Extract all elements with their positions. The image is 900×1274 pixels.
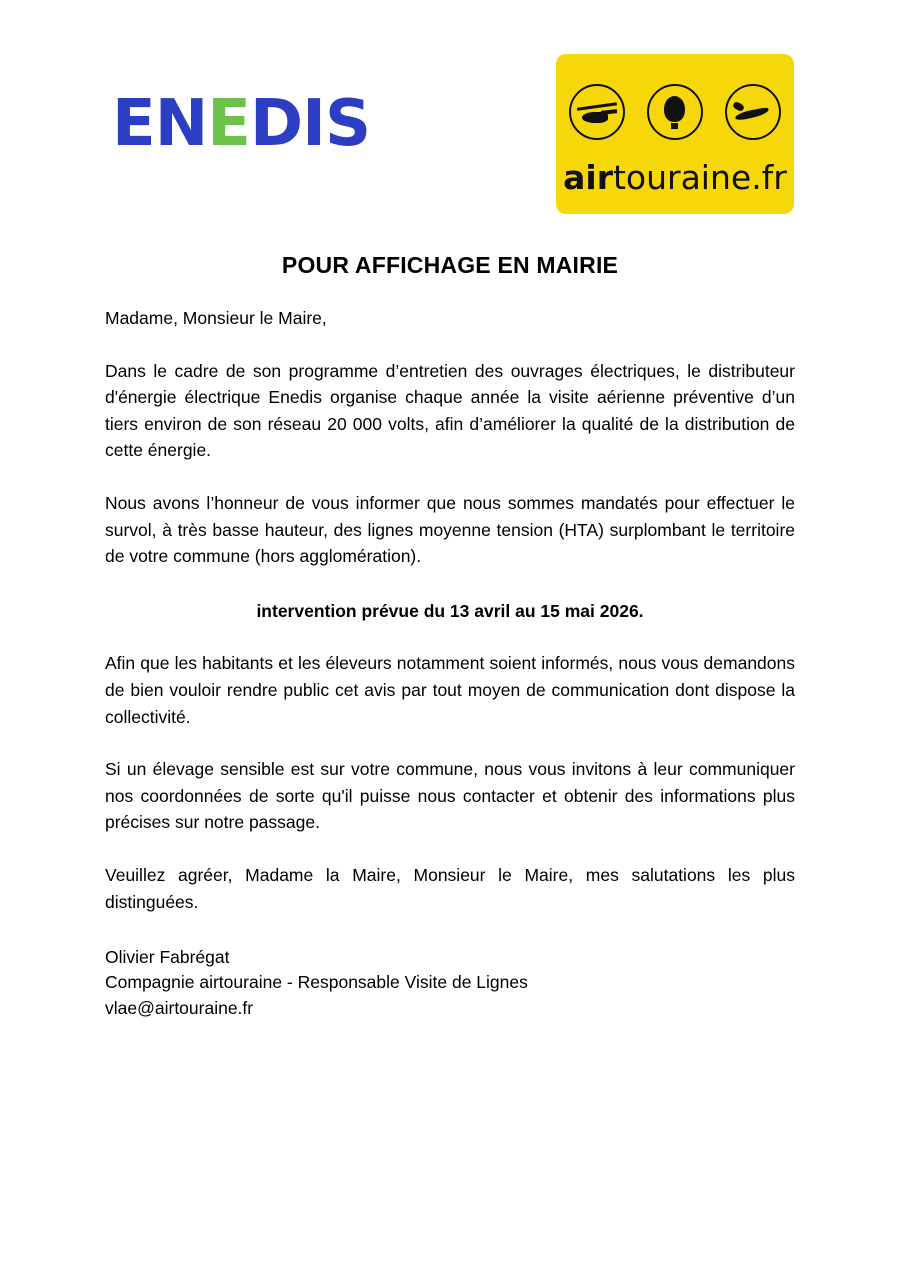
signature-role: Compagnie airtouraine - Responsable Visite de Lignes — [105, 972, 528, 993]
airtouraine-logo — [556, 54, 794, 214]
airtouraine-icon-row — [556, 84, 794, 140]
airtouraine-wordmark — [556, 158, 794, 197]
signature-name: Olivier Fabrégat — [105, 947, 230, 968]
paragraph-1: Dans le cadre de son programme d’entretien des ouvrages électriques, le distributeur d'énergie électrique Enedis organise chaque année la visite aérienne préventive d’un tiers environ de son réseau 20 000 volts, afin d’améliorer la qualité de la distribution de cette énergie. — [105, 360, 795, 461]
page-title: POUR AFFICHAGE EN MAIRIE — [281, 252, 619, 278]
airtouraine-wordmark-touraine: touraine.fr — [612, 158, 787, 197]
salutation: Madame, Monsieur le Maire, — [105, 308, 327, 328]
paragraph-5: Veuillez agréer, Madame la Maire, Monsieur le Maire, mes salutations les plus distinguées. — [105, 864, 795, 912]
helicopter-icon — [569, 84, 625, 140]
paragraph-4: Si un élevage sensible est sur votre commune, nous vous invitons à leur communiquer nos coordonnées de sorte qu'il puisse nous contacter et obtenir des informations plus précises sur notre passage. — [105, 759, 795, 833]
letter-body — [105, 279, 795, 1021]
enedis-logo-part2: E — [207, 87, 250, 161]
signature-email: vlae@airtouraine.fr — [105, 997, 254, 1018]
intervention-dates: intervention prévue du 13 avril au 15 mai 2026. — [256, 600, 644, 621]
hot-air-balloon-icon — [647, 84, 703, 140]
signature-block — [105, 915, 795, 1021]
airplane-icon — [725, 84, 781, 140]
enedis-logo — [112, 87, 371, 161]
paragraph-3: Afin que les habitants et les éleveurs notamment soient informés, nous vous demandons de bien vouloir rendre public cet avis par tout moyen de communication dont dispose la collectivité. — [105, 653, 795, 727]
paragraph-2: Nous avons l’honneur de vous informer que nous sommes mandatés pour effectuer le survol, à très basse hauteur, des lignes moyenne tension (HTA) surplombant le territoire de votre commune (hors agglomération). — [105, 492, 795, 567]
airtouraine-wordmark-air: air — [563, 158, 613, 197]
letterhead — [0, 0, 900, 230]
enedis-logo-part1: EN — [112, 87, 208, 161]
enedis-logo-part3: DIS — [250, 87, 371, 161]
